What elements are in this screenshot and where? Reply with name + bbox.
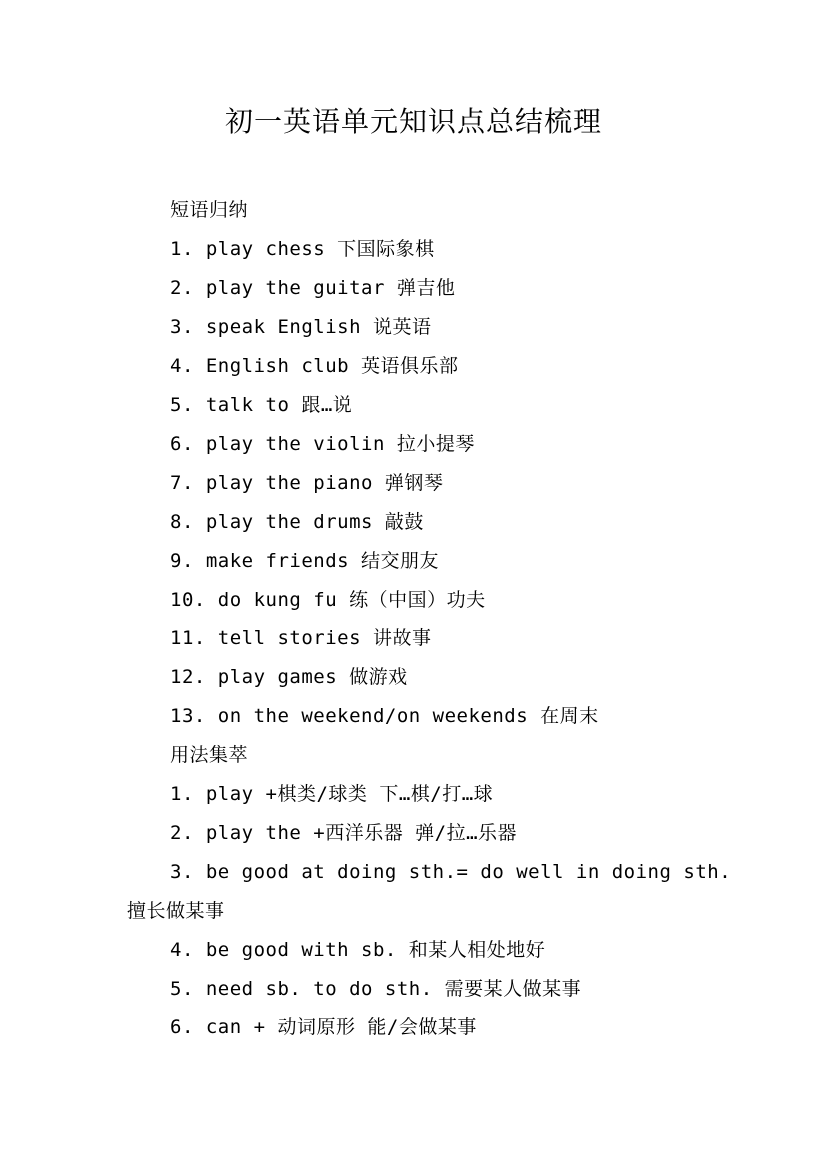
phrase-item: 3. speak English 说英语 xyxy=(170,316,432,338)
usage-item: 6. can + 动词原形 能/会做某事 xyxy=(170,1016,477,1038)
phrase-item: 6. play the violin 拉小提琴 xyxy=(170,433,475,455)
phrase-item: 4. English club 英语俱乐部 xyxy=(170,355,459,377)
phrase-item: 10. do kung fu 练（中国）功夫 xyxy=(170,589,486,611)
phrase-item: 5. talk to 跟…说 xyxy=(170,394,353,416)
usage-item: 5. need sb. to do sth. 需要某人做某事 xyxy=(170,978,582,1000)
usage-item: 2. play the +西洋乐器 弹/拉…乐器 xyxy=(170,822,518,844)
document-title: 初一英语单元知识点总结梳理 xyxy=(224,105,602,138)
usage-item: 1. play +棋类/球类 下…棋/打…球 xyxy=(170,783,494,805)
phrase-item: 7. play the piano 弹钢琴 xyxy=(170,472,444,494)
phrase-item: 1. play chess 下国际象棋 xyxy=(170,238,435,260)
phrase-item: 2. play the guitar 弹吉他 xyxy=(170,277,456,299)
usage-heading: 用法集萃 xyxy=(170,744,249,766)
phrases-heading: 短语归纳 xyxy=(170,199,249,221)
phrase-item: 13. on the weekend/on weekends 在周末 xyxy=(170,705,599,727)
usage-item: 4. be good with sb. 和某人相处地好 xyxy=(170,939,546,961)
phrase-item: 9. make friends 结交朋友 xyxy=(170,550,440,572)
phrase-item: 11. tell stories 讲故事 xyxy=(170,627,432,649)
usage-item: 3. be good at doing sth.= do well in doing sth. xyxy=(170,861,732,883)
phrase-item: 12. play games 做游戏 xyxy=(170,666,408,688)
phrase-item: 8. play the drums 敲鼓 xyxy=(170,511,424,533)
usage-item-continuation: 擅长做某事 xyxy=(127,900,225,922)
